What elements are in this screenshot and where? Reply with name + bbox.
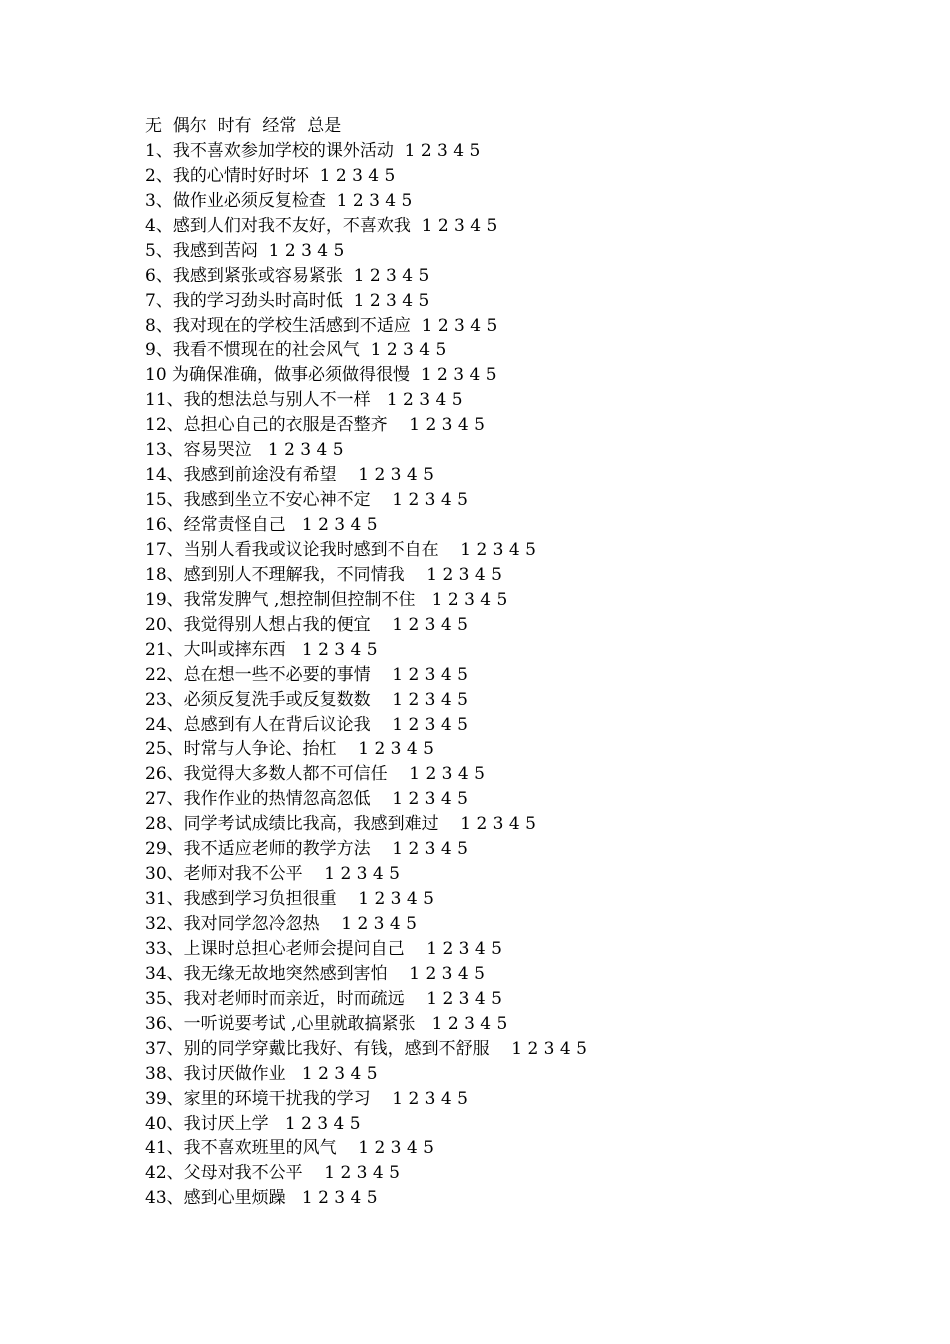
question-item: 11、我的想法总与别人不一样 1 2 3 4 5 bbox=[145, 390, 463, 411]
question-item: 19、我常发脾气 ,想控制但控制不住 1 2 3 4 5 bbox=[145, 589, 508, 610]
question-item: 5、我感到苦闷 1 2 3 4 5 bbox=[145, 240, 345, 261]
question-item: 1、我不喜欢参加学校的课外活动 1 2 3 4 5 bbox=[145, 140, 481, 161]
question-item: 17、当别人看我或议论我时感到不自在 1 2 3 4 5 bbox=[145, 539, 536, 560]
question-item: 25、时常与人争论、抬杠 1 2 3 4 5 bbox=[145, 739, 434, 760]
question-item: 21、大叫或摔东西 1 2 3 4 5 bbox=[145, 639, 378, 660]
questionnaire-list bbox=[145, 139, 587, 1211]
question-item: 32、我对同学忽冷忽热 1 2 3 4 5 bbox=[145, 914, 417, 934]
question-item: 43、感到心里烦躁 1 2 3 4 5 bbox=[145, 1188, 378, 1209]
question-item: 9、我看不惯现在的社会风气 1 2 3 4 5 bbox=[145, 340, 447, 361]
question-item: 39、家里的环境干扰我的学习 1 2 3 4 5 bbox=[145, 1088, 468, 1109]
question-item: 8、我对现在的学校生活感到不适应 1 2 3 4 5 bbox=[145, 315, 498, 336]
question-item: 4、感到人们对我不友好，不喜欢我 1 2 3 4 5 bbox=[145, 215, 498, 236]
question-item: 31、我感到学习负担很重 1 2 3 4 5 bbox=[145, 889, 434, 910]
question-item: 3、做作业必须反复检查 1 2 3 4 5 bbox=[145, 190, 413, 211]
document-body bbox=[145, 114, 587, 1211]
question-item: 42、父母对我不公平 1 2 3 4 5 bbox=[145, 1163, 400, 1184]
question-item: 41、我不喜欢班里的风气 1 2 3 4 5 bbox=[145, 1138, 434, 1159]
question-item: 2、我的心情时好时坏 1 2 3 4 5 bbox=[145, 165, 396, 186]
question-item: 33、上课时总担心老师会提问自己 1 2 3 4 5 bbox=[145, 938, 502, 959]
question-item: 30、老师对我不公平 1 2 3 4 5 bbox=[145, 864, 400, 885]
question-item: 29、我不适应老师的教学方法 1 2 3 4 5 bbox=[145, 839, 468, 860]
question-item: 14、我感到前途没有希望 1 2 3 4 5 bbox=[145, 465, 434, 486]
question-item: 10 为确保准确，做事必须做得很慢 1 2 3 4 5 bbox=[145, 365, 497, 386]
question-item: 40、我讨厌上学 1 2 3 4 5 bbox=[145, 1113, 361, 1134]
question-item: 35、我对老师时而亲近，时而疏远 1 2 3 4 5 bbox=[145, 988, 502, 1009]
question-item: 22、总在想一些不必要的事情 1 2 3 4 5 bbox=[145, 664, 468, 685]
question-item: 28、同学考试成绩比我高，我感到难过 1 2 3 4 5 bbox=[145, 814, 536, 835]
scale-header: 无 偶尔 时有 经常 总是 bbox=[145, 116, 342, 136]
question-item: 13、容易哭泣 1 2 3 4 5 bbox=[145, 440, 344, 461]
question-item: 37、别的同学穿戴比我好、有钱，感到不舒服 1 2 3 4 5 bbox=[145, 1038, 587, 1059]
question-item: 34、我无缘无故地突然感到害怕 1 2 3 4 5 bbox=[145, 963, 485, 984]
question-item: 6、我感到紧张或容易紧张 1 2 3 4 5 bbox=[145, 265, 430, 286]
question-item: 26、我觉得大多数人都不可信任 1 2 3 4 5 bbox=[145, 764, 485, 785]
question-item: 27、我作作业的热情忽高忽低 1 2 3 4 5 bbox=[145, 789, 468, 810]
question-item: 12、总担心自己的衣服是否整齐 1 2 3 4 5 bbox=[145, 415, 485, 436]
question-item: 18、感到别人不理解我，不同情我 1 2 3 4 5 bbox=[145, 564, 502, 585]
question-item: 16、经常责怪自己 1 2 3 4 5 bbox=[145, 515, 378, 535]
question-item: 23、必须反复洗手或反复数数 1 2 3 4 5 bbox=[145, 689, 468, 710]
question-item: 36、一听说要考试 ,心里就敢搞紧张 1 2 3 4 5 bbox=[145, 1013, 508, 1034]
question-item: 15、我感到坐立不安心神不定 1 2 3 4 5 bbox=[145, 490, 468, 511]
question-item: 20、我觉得别人想占我的便宜 1 2 3 4 5 bbox=[145, 614, 468, 635]
question-item: 38、我讨厌做作业 1 2 3 4 5 bbox=[145, 1063, 378, 1084]
question-item: 24、总感到有人在背后议论我 1 2 3 4 5 bbox=[145, 714, 468, 735]
question-item: 7、我的学习劲头时高时低 1 2 3 4 5 bbox=[145, 290, 430, 311]
